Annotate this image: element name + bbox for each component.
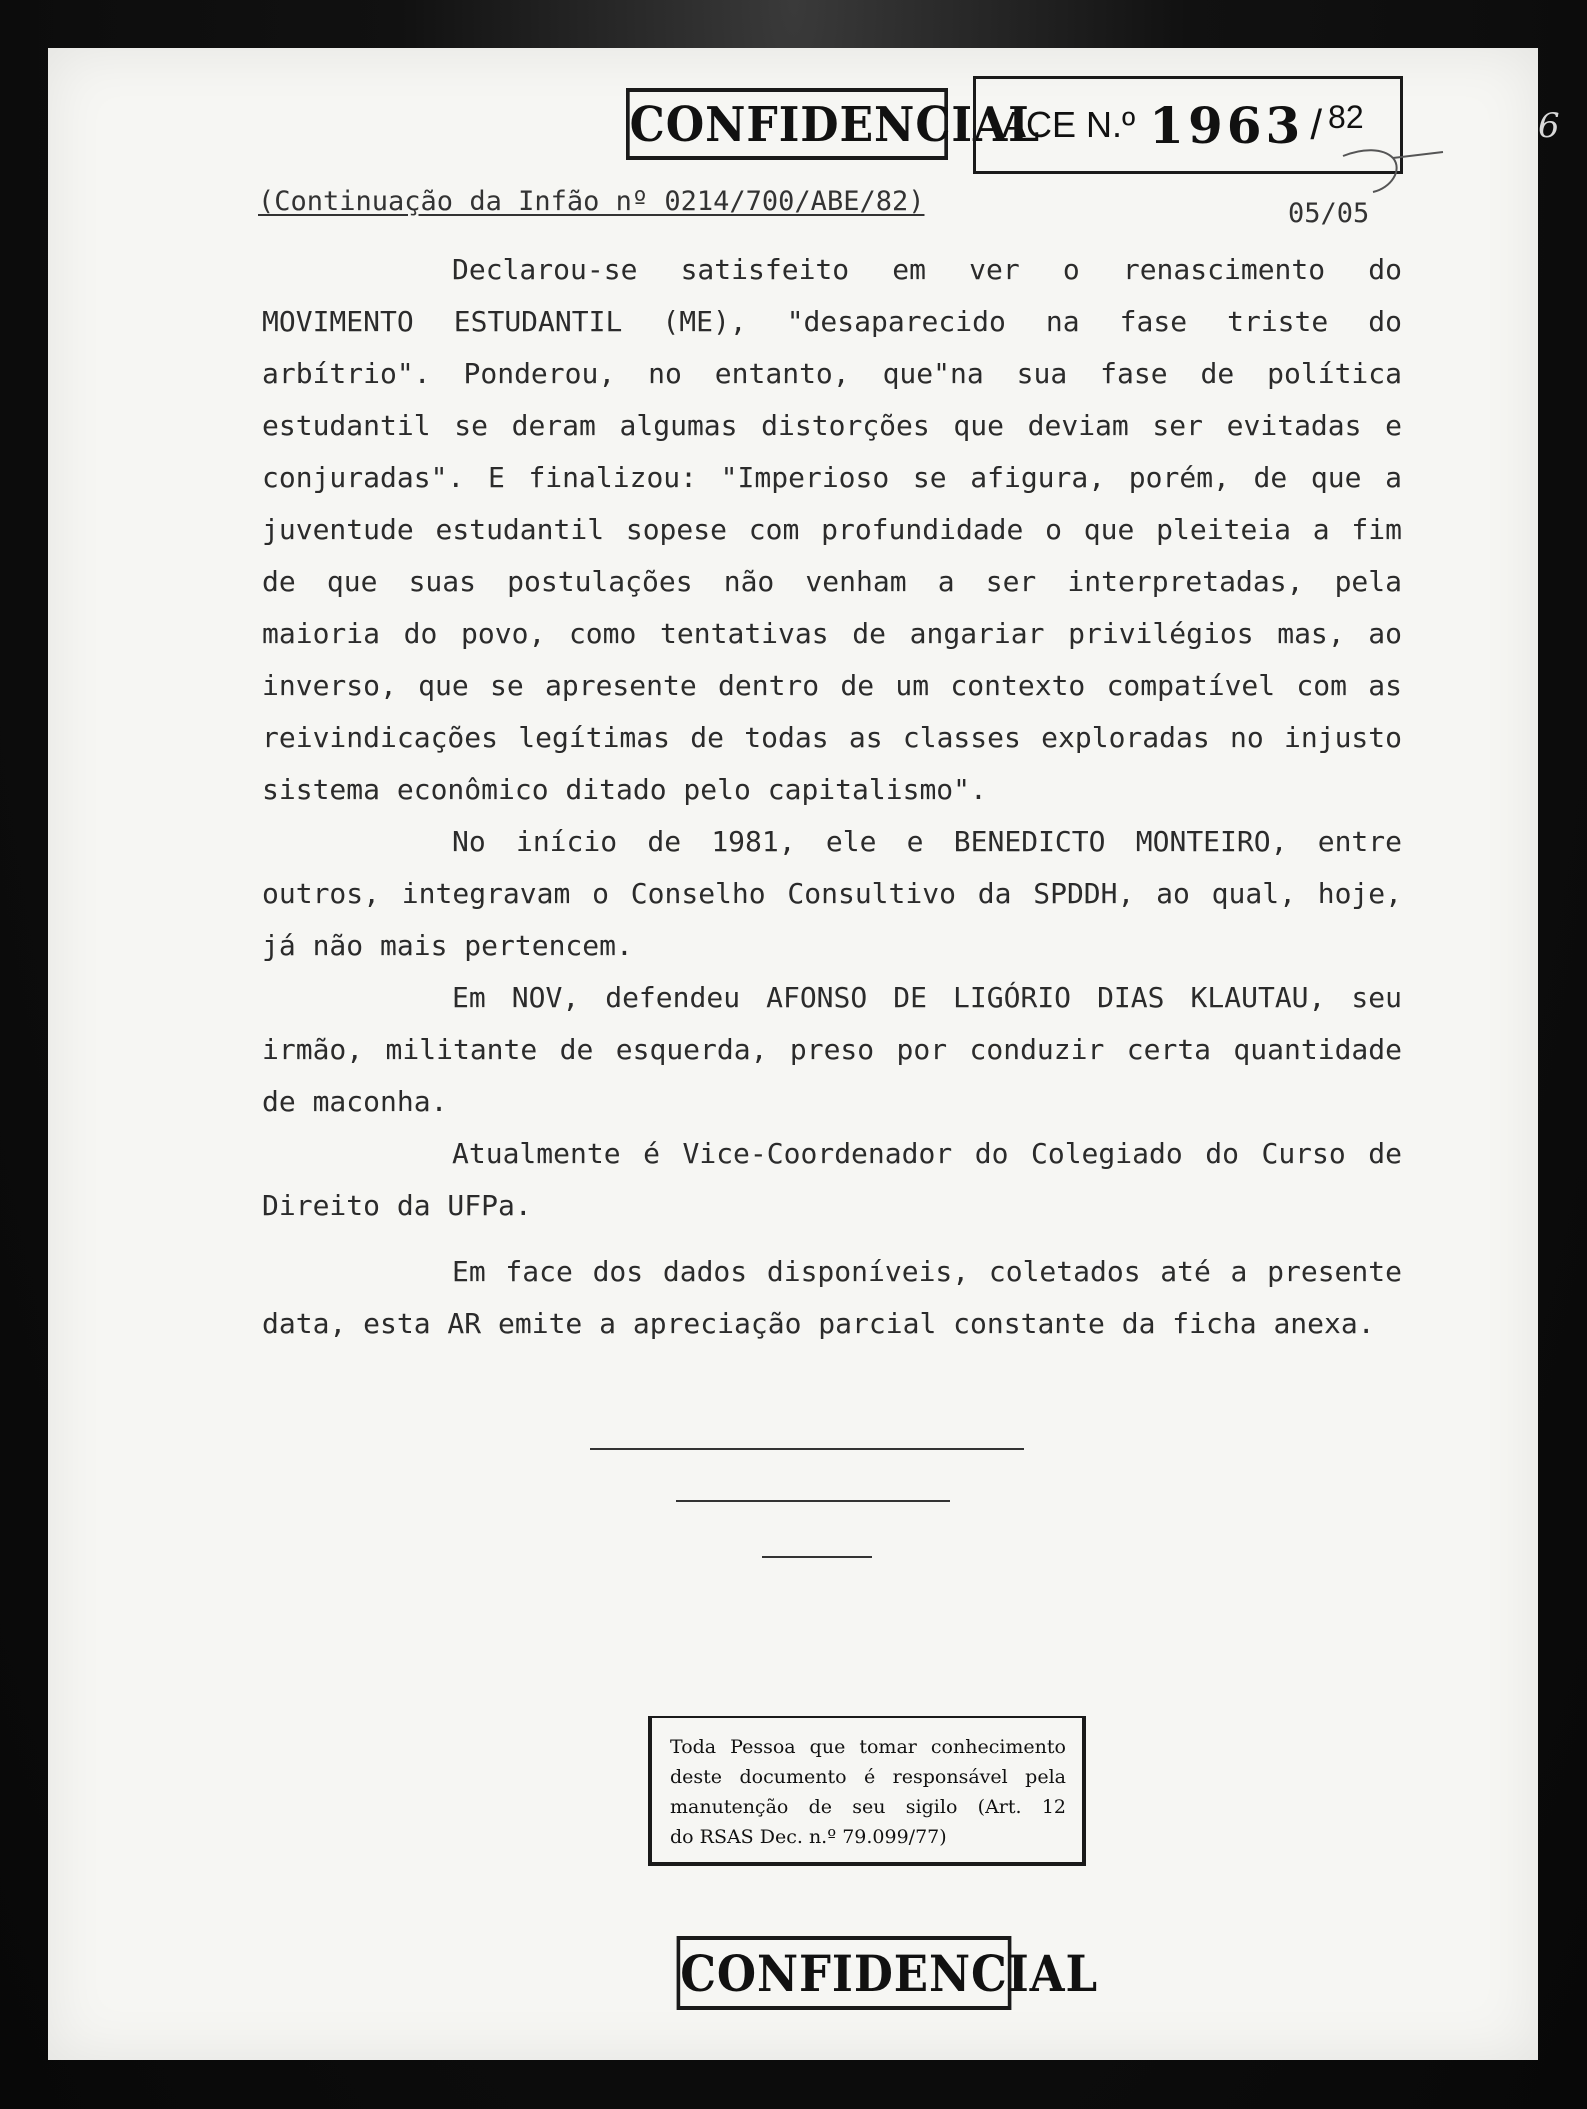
ace-year: 82 [1328, 98, 1364, 135]
signature-line-1 [590, 1448, 1024, 1450]
paragraph-1: Declarou-se satisfeito em ver o renascimento do MOVIMENTO ESTUDANTIL (ME), "desaparecido na fase triste do arbítrio". Ponderou, no entanto, que"na sua fase de política estudantil se deram algumas distorções que deviam ser evitadas e conjuradas". E finalizou: "Imperioso se afigura, porém, de que a juventude estudantil sopese com profundidade o que pleiteia a fim de que suas postulações não venham a ser interpretadas, pela maioria do povo, como tentativas de angariar privilégios mas, ao inverso, que se apresente dentro de um contexto compatível com as reivindicações legítimas de todas as classes exploradas no injusto sistema econômico ditado pelo capitalismo". [262, 253, 1402, 806]
page-number: 05/05 [1288, 198, 1370, 229]
confidential-stamp-bottom [677, 1936, 1099, 2010]
ace-number: 1963 [1149, 95, 1305, 155]
document-body [262, 244, 1402, 1350]
confidential-stamp-top-text: CONFIDENCIAL [629, 97, 1041, 153]
notice-line-4: do RSAS Dec. n.º 79.099/77) [670, 1826, 947, 1848]
confidentiality-notice [648, 1716, 1086, 1866]
notice-line-1: Toda Pessoa que tomar conhecimento [670, 1736, 1066, 1758]
paragraph-2: No início de 1981, ele e BENEDICTO MONTEIRO, entre outros, integravam o Conselho Consultivo da SPDDH, ao qual, hoje, já não mais pertencem. [262, 825, 1402, 962]
signature-line-3 [762, 1556, 872, 1558]
ace-separator: / [1310, 101, 1323, 148]
document-page [48, 48, 1560, 2060]
signature-line-2 [676, 1500, 950, 1502]
ace-label: ACE N.º [1002, 104, 1136, 145]
notice-line-3: manutenção de seu sigilo (Art. 12 [670, 1796, 1066, 1818]
paragraph-3: Em NOV, defendeu AFONSO DE LIGÓRIO DIAS KLAUTAU, seu irmão, militante de esquerda, preso por conduzir certa quantidade de maconha. [262, 981, 1402, 1118]
confidential-stamp-bottom-text: CONFIDENCIAL [680, 1944, 1099, 2003]
corner-page-mark: 6 [1538, 106, 1560, 146]
confidential-stamp-top [626, 88, 1041, 160]
continuation-reference: (Continuação da Infão nº 0214/700/ABE/82) [258, 186, 925, 217]
paragraph-5: Em face dos dados disponíveis, coletados até a presente data, esta AR emite a apreciação parcial constante da ficha anexa. [262, 1255, 1402, 1340]
paragraph-4: Atualmente é Vice-Coordenador do Colegiado do Curso de Direito da UFPa. [262, 1137, 1402, 1222]
notice-line-2: deste documento é responsável pela [670, 1766, 1066, 1788]
